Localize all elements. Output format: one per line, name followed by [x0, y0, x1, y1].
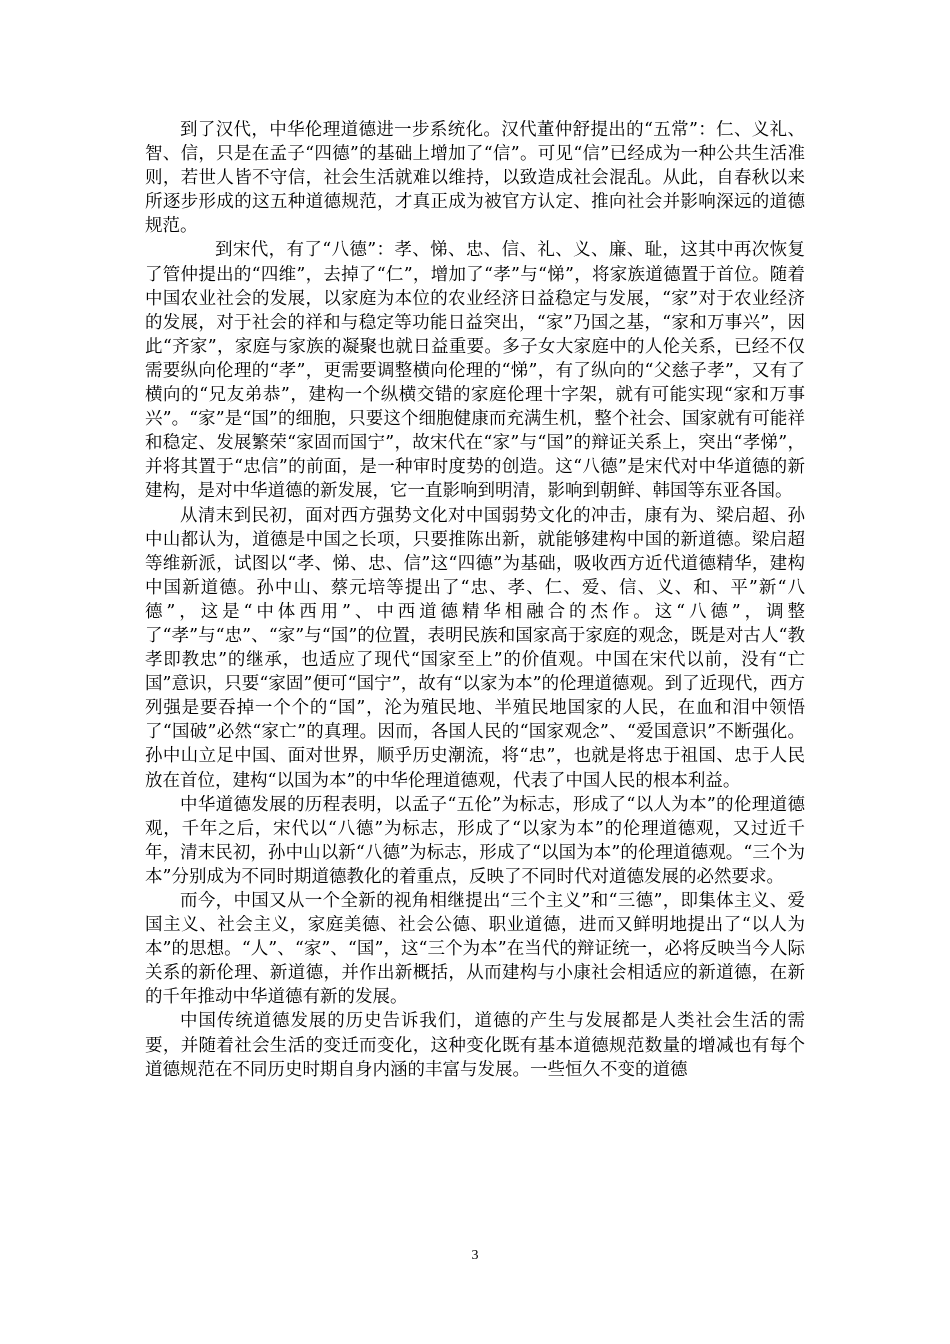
paragraph-present-day: 而今，中国又从一个全新的视角相继提出“三个主义”和“三德”，即集体主义、爱国主义、社会主义，家庭美德、社会公德、职业道德，进而又鲜明地提出了“以人为本”的思想。“人”、“家”、“国”，这“三个为本”在当代的辩证统一，必将反映当今人际关系的新伦理、新道德，并作出新概括，从而建构与小康社会相适应的新道德，在新的千年推动中华道德有新的发展。	[145, 891, 805, 1008]
paragraph-han-dynasty: 到了汉代，中华伦理道德进一步系统化。汉代董仲舒提出的“五常”：仁、义礼、智、信，只是在孟子“四德”的基础上增加了“信”。可见“信”已经成为一种公共生活准则，若世人皆不守信，社会生活就难以维持，以致造成社会混乱。从此，自春秋以来所逐步形成的这五种道德规范，才真正成为被官方认定、推向社会并影响深远的道德规范。	[145, 120, 805, 237]
paragraph-song-dynasty: 到宋代，有了“八德”：孝、悌、忠、信、礼、义、廉、耻，这其中再次恢复了管仲提出的“四维”，去掉了“仁”，增加了“孝”与“悌”，将家族道德置于首位。随着中国农业社会的发展，以家庭为本位的农业经济日益稳定与发展，“家”对于农业经济的发展，对于社会的祥和与稳定等功能日益突出，“家”乃国之基，“家和万事兴”，因此“齐家”，家庭与家族的凝聚也就日益重要。多子女大家庭中的人伦关系，已经不仅需要纵向伦理的“孝”，更需要调整横向伦理的“悌”，有了纵向的“父慈子孝”，又有了横向的“兄友弟恭”，建构一个纵横交错的家庭伦理十字架，就有可能实现“家和万事兴”。“家”是“国”的细胞，只要这个细胞健康而充满生机，整个社会、国家就有可能祥和稳定、发展繁荣“家固而国宁”，故宋代在“家”与“国”的辩证关系上，突出“孝悌”，并将其置于“忠信”的前面，是一种审时度势的创造。这“八德”是宋代对中华道德的新建构，是对中华道德的新发展，它一直影响到明清，影响到朝鲜、韩国等东亚各国。	[145, 240, 805, 502]
paragraph-development-history: 中华道德发展的历程表明，以孟子“五伦”为标志，形成了“以人为本”的伦理道德观，千年之后，宋代以“八德”为标志，形成了“以家为本”的伦理道德观，又过近千年，清末民初，孙中山以新“八德”为标志，形成了“以国为本”的伦理道德观。“三个为本”分别成为不同时期道德教化的着重点，反映了不同时代对道德发展的必然要求。	[145, 794, 805, 887]
page-number: 3	[471, 1248, 479, 1263]
paragraph-conclusion: 中国传统道德发展的历史告诉我们，道德的产生与发展都是人类社会生活的需要，并随着社会生活的变迁而变化，这种变化既有基本道德规范数量的增减也有每个道德规范在不同历史时期自身内涵的丰富与发展。一些恒久不变的道德	[145, 1011, 805, 1080]
body-text	[145, 118, 805, 1082]
paragraph-late-qing: 从清末到民初，面对西方强势文化对中国弱势文化的冲击，康有为、梁启超、孙中山都认为，道德是中国之长项，只要推陈出新，就能够建构中国的新道德。梁启超等维新派，试图以“孝、悌、忠、信”这“四德”为基础，吸收西方近代道德精华，建构中国新道德。孙中山、蔡元培等提出了“忠、孝、仁、爱、信、义、和、平”新“八德”，这是“中体西用”、中西道德精华相融合的杰作。这“八德”，调整了“孝”与“忠”、“家”与“国”的位置，表明民族和国家高于家庭的观念，既是对古人“教孝即教忠”的继承，也适应了现代“国家至上”的价值观。中国在宋代以前，没有“亡国”意识，只要“家固”便可“国宁”，故有“以家为本”的伦理道德观。到了近现代，西方列强是要吞掉一个个的“国”，沦为殖民地、半殖民地国家的人民，在血和泪中领悟了“国破”必然“家亡”的真理。因而，各国人民的“国家观念”、“爱国意识”不断强化。孙中山立足中国、面对世界，顺乎历史潮流，将“忠”，也就是将忠于祖国、忠于人民放在首位，建构“以国为本”的中华伦理道德观，代表了中国人民的根本利益。	[145, 505, 805, 791]
